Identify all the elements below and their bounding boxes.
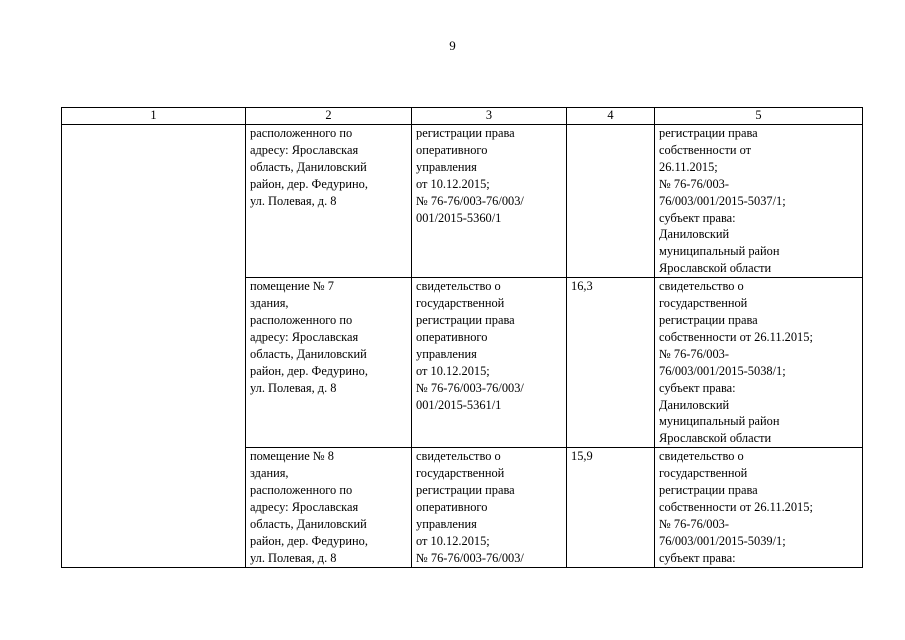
col5-line: свидетельство о [659, 449, 744, 464]
col3-line: 001/2015-5361/1 [416, 397, 502, 412]
col3-line: от 10.12.2015; [416, 176, 490, 191]
col2-line: помещение № 8 [250, 449, 334, 464]
col5-line: субъект права: [659, 550, 736, 565]
col2-line: область, Даниловский [250, 159, 367, 174]
col5-line: субъект права: [659, 380, 736, 395]
col3-line: свидетельство о [416, 279, 501, 294]
col5-line: регистрации права [659, 126, 758, 140]
col3-line: регистрации права [416, 483, 515, 498]
col5-line: Даниловский [659, 227, 730, 242]
column-header-1: 1 [62, 108, 246, 125]
col2-line: здания, [250, 296, 289, 311]
col5-line: муниципальный район [659, 414, 780, 429]
col2-line: район, дер. Федурино, [250, 363, 368, 378]
col2-line: здания, [250, 466, 289, 481]
table-row [62, 125, 863, 278]
col3-line: от 10.12.2015; [416, 533, 490, 548]
col3-line: оперативного [416, 329, 488, 344]
cell-col3 [412, 125, 567, 278]
col3-line: государственной [416, 296, 505, 311]
cell-col2 [246, 448, 412, 567]
col2-line: адресу: Ярославская [250, 499, 359, 514]
col5-line: № 76-76/003- [659, 516, 729, 531]
col2-line: ул. Полевая, д. 8 [250, 550, 337, 565]
cell-col5 [655, 448, 863, 567]
col2-line: область, Даниловский [250, 516, 367, 531]
col2-line: область, Даниловский [250, 346, 367, 361]
cell-area [567, 125, 655, 278]
col2-line: ул. Полевая, д. 8 [250, 193, 337, 208]
col3-line: № 76-76/003-76/003/ [416, 193, 524, 208]
column-header-5: 5 [655, 108, 863, 125]
col5-line: 76/003/001/2015-5038/1; [659, 363, 786, 378]
col5-line: регистрации права [659, 483, 758, 498]
col5-line: муниципальный район [659, 244, 780, 259]
col2-line: ул. Полевая, д. 8 [250, 380, 337, 395]
col5-line: государственной [659, 296, 748, 311]
col5-line: регистрации права [659, 312, 758, 327]
col3-line: оперативного [416, 142, 488, 157]
col5-line: свидетельство о [659, 279, 744, 294]
cell-col3 [412, 448, 567, 567]
cell-area: 15,9 [567, 448, 655, 567]
col5-line: Ярославской области [659, 261, 772, 276]
col5-line: 76/003/001/2015-5037/1; [659, 193, 786, 208]
column-header-2: 2 [246, 108, 412, 125]
column-header-4: 4 [567, 108, 655, 125]
col5-line: № 76-76/003- [659, 176, 729, 191]
col2-line: помещение № 7 [250, 279, 334, 294]
cell-col1-empty [62, 125, 246, 568]
col5-line: государственной [659, 466, 748, 481]
cell-col2 [246, 125, 412, 278]
col5-line: № 76-76/003- [659, 346, 729, 361]
col3-line: 001/2015-5360/1 [416, 210, 502, 225]
col2-line: расположенного по [250, 312, 353, 327]
col5-line: собственности от [659, 142, 752, 157]
col2-line: расположенного по [250, 483, 353, 498]
cell-col5 [655, 278, 863, 448]
col5-line: Даниловский [659, 397, 730, 412]
col3-line: управления [416, 159, 477, 174]
col3-line: № 76-76/003-76/003/ [416, 380, 524, 395]
col5-line: собственности от 26.11.2015; [659, 499, 813, 514]
col3-line: № 76-76/003-76/003/ [416, 550, 524, 565]
col3-line: оперативного [416, 499, 488, 514]
col5-line: собственности от 26.11.2015; [659, 329, 813, 344]
col2-line: район, дер. Федурино, [250, 176, 368, 191]
col3-line: от 10.12.2015; [416, 363, 490, 378]
cell-col3 [412, 278, 567, 448]
header-row [62, 108, 863, 125]
col3-line: регистрации права [416, 126, 515, 140]
col5-line: Ярославской области [659, 431, 772, 446]
property-table [61, 107, 863, 568]
col2-line: адресу: Ярославская [250, 142, 359, 157]
col3-line: свидетельство о [416, 449, 501, 464]
col2-line: район, дер. Федурино, [250, 533, 368, 548]
col2-line: расположенного по [250, 126, 353, 140]
col5-line: 26.11.2015; [659, 159, 718, 174]
col3-line: управления [416, 516, 477, 531]
column-header-3: 3 [412, 108, 567, 125]
cell-area: 16,3 [567, 278, 655, 448]
col5-line: субъект права: [659, 210, 736, 225]
col3-line: управления [416, 346, 477, 361]
cell-col2 [246, 278, 412, 448]
page-number: 9 [449, 38, 456, 53]
col3-line: регистрации права [416, 312, 515, 327]
col5-line: 76/003/001/2015-5039/1; [659, 533, 786, 548]
col3-line: государственной [416, 466, 505, 481]
col2-line: адресу: Ярославская [250, 329, 359, 344]
cell-col5 [655, 125, 863, 278]
